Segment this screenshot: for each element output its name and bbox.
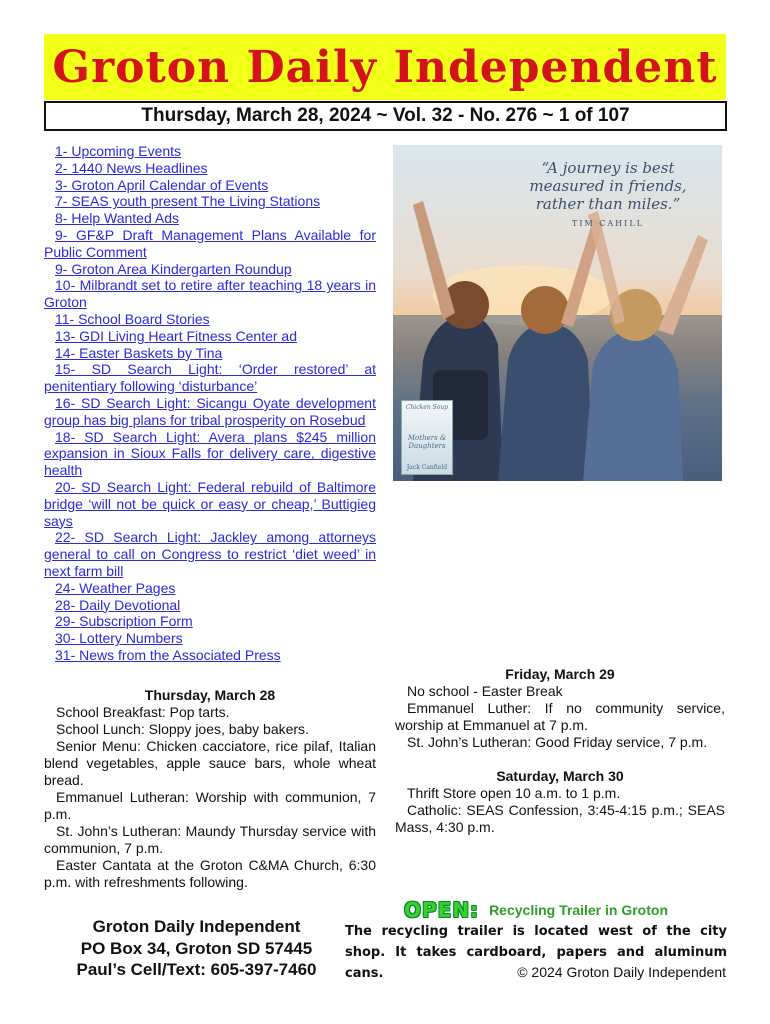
toc-link[interactable]: 16- SD Search Light: Sicangu Oyate development group has big plans for tribal prosperity on Rosebud (44, 394, 376, 428)
saturday-heading: Saturday, March 30 (496, 768, 624, 784)
event-entry: Emmanuel Luther: If no community service, worship at Emmanuel at 7 p.m. (395, 700, 725, 733)
book-title: Mothers & Daughters (407, 434, 447, 450)
toc-link[interactable]: 15- SD Search Light: ‘Order restored’ at penitentiary following ‘disturbance’ (44, 361, 376, 395)
weekend-section (395, 666, 725, 836)
event-entry: Catholic: SEAS Confession, 3:45-4:15 p.m.; SEAS Mass, 4:30 p.m. (395, 802, 725, 835)
copyright: © 2024 Groton Daily Independent (517, 964, 726, 980)
book-series: Chicken Soup (405, 404, 449, 411)
hero-image (393, 145, 722, 481)
toc-link[interactable]: 28- Daily Devotional (55, 596, 181, 613)
toc-link[interactable]: 3- Groton April Calendar of Events (55, 176, 269, 193)
event-entry: School Lunch: Sloppy joes, baby bakers. (56, 721, 309, 737)
toc-link[interactable]: 14- Easter Baskets by Tina (55, 344, 223, 361)
event-entry: No school - Easter Break (407, 683, 563, 699)
book-cover (401, 400, 453, 475)
toc-link[interactable]: 18- SD Search Light: Avera plans $245 million expansion in Sioux Falls for delivery care, digestive health (44, 428, 376, 479)
event-entry: Easter Cantata at the Groton C&MA Church, 6:30 p.m. with refreshments following. (44, 857, 376, 890)
thursday-section (44, 687, 376, 891)
dateline: Thursday, March 28, 2024 ~ Vol. 32 - No. 276 ~ 1 of 107 (44, 101, 727, 131)
book-author: Jack Canfield (406, 464, 448, 471)
event-entry: Emmanuel Lutheran: Worship with communion, 7 p.m. (44, 789, 376, 822)
event-entry: School Breakfast: Pop tarts. (56, 704, 230, 720)
publisher-address: PO Box 34, Groton SD 57445 (80, 938, 313, 958)
toc-link[interactable]: 30- Lottery Numbers (55, 630, 183, 647)
publisher-name: Groton Daily Independent (92, 917, 301, 936)
table-of-contents (44, 143, 376, 664)
thursday-heading: Thursday, March 28 (144, 687, 276, 703)
hero-quote-author: TIM CAHILL (572, 219, 644, 228)
toc-link[interactable]: 2- 1440 News Headlines (55, 159, 208, 176)
recycling-header (345, 900, 727, 921)
hero-quote: “A journey is best measured in friends, rather than miles.” (529, 159, 687, 213)
toc-link[interactable]: 22- SD Search Light: Jackley among attorneys general to call on Congress to restrict ‘diet weed’ in next farm bill (44, 529, 376, 579)
toc-link[interactable]: 13- GDI Living Heart Fitness Center ad (55, 327, 297, 344)
toc-link[interactable]: 7- SEAS youth present The Living Stations (55, 193, 321, 210)
toc-link[interactable]: 29- Subscription Form (55, 613, 193, 630)
masthead (44, 34, 726, 100)
open-badge: OPEN: (404, 898, 480, 922)
event-entry: Thrift Store open 10 a.m. to 1 p.m. (407, 785, 621, 801)
toc-link[interactable]: 24- Weather Pages (55, 579, 176, 596)
recycling-text: The recycling trailer is located west of the city shop. It takes cardboard, papers and aluminum cans. (345, 924, 727, 981)
toc-link[interactable]: 9- Groton Area Kindergarten Roundup (55, 260, 292, 277)
publisher-contact (44, 916, 349, 981)
toc-link[interactable]: 1- Upcoming Events (55, 143, 182, 159)
publisher-phone: Paul’s Cell/Text: 605-397-7460 (76, 960, 317, 979)
masthead-title: Groton Daily Independent (52, 41, 718, 93)
event-entry: Senior Menu: Chicken cacciatore, rice pilaf, Italian blend vegetables, apple sauce bars, whole wheat bread. (44, 738, 376, 788)
toc-link[interactable]: 8- Help Wanted Ads (55, 210, 179, 227)
toc-link[interactable]: 10- Milbrandt set to retire after teaching 18 years in Groton (44, 277, 376, 311)
event-entry: St. John’s Lutheran: Maundy Thursday service with communion, 7 p.m. (44, 823, 376, 856)
toc-link[interactable]: 31- News from the Associated Press (55, 646, 281, 663)
recycling-title: Recycling Trailer in Groton (489, 902, 668, 918)
toc-link[interactable]: 9- GF&P Draft Management Plans Available for Public Comment (44, 226, 376, 260)
friday-heading: Friday, March 29 (505, 666, 615, 682)
toc-link[interactable]: 20- SD Search Light: Federal rebuild of Baltimore bridge ‘will not be quick or easy or cheap,’ Buttigieg says (44, 478, 376, 529)
spacer (395, 751, 725, 768)
event-entry: St. John’s Lutheran: Good Friday service, 7 p.m. (407, 734, 708, 750)
toc-link[interactable]: 11- School Board Stories (55, 310, 210, 327)
